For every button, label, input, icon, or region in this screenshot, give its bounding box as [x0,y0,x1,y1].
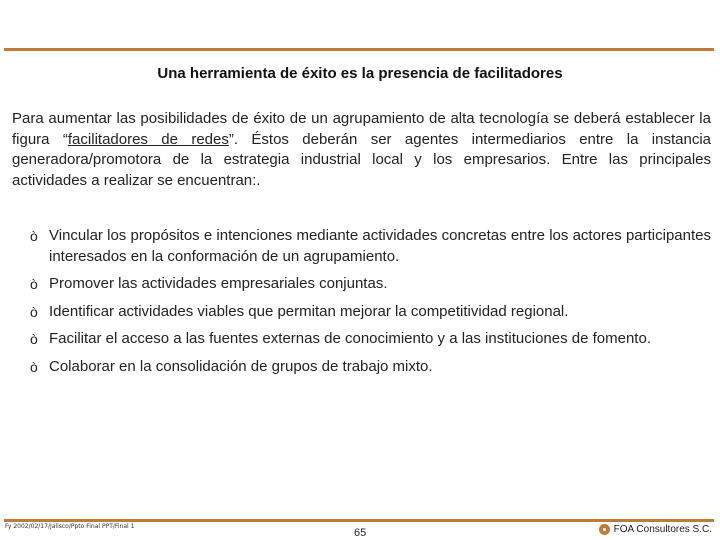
company-logo-icon [599,524,610,535]
list-item [30,274,711,295]
intro-text-before: Para aumentar las posibilidades de éxito de un agrupamiento de alta tecnología se deberá establecer la figura “ [12,110,711,148]
list-item [30,329,711,350]
list-item [30,226,711,267]
bullet-arrow-icon: ò [30,228,38,244]
bullet-arrow-icon: ò [30,303,38,320]
top-divider [4,48,714,51]
list-item-text: Facilitar el acceso a las fuentes externas de conocimiento y a las instituciones de fomento. [49,330,651,347]
page-title: Una herramienta de éxito es la presencia de facilitadores [157,65,563,82]
intro-underlined-term: facilitadores de redes [67,130,229,148]
list-item-text: Colaborar en la consolidación de grupos de trabajo mixto. [49,357,433,375]
list-item-text: Promover las actividades empresariales conjuntas. [49,275,388,292]
activities-list [30,226,711,384]
company-name: FOA Consultores S.C. [613,524,712,535]
bullet-arrow-icon: ò [30,276,38,292]
bullet-arrow-icon: ò [30,358,38,375]
list-item-text: Identificar actividades viables que permitan mejorar la competitividad regional. [49,302,569,320]
footer-company [599,524,712,535]
intro-paragraph [12,109,711,191]
bottom-divider [4,519,714,522]
page-number: 65 [354,527,367,539]
footer-file-reference: Fy 2002/02/17/Jalisco/Ppto Final PPT/Final 1 [5,523,135,530]
intro-text-after: ”. Éstos deberán ser agentes intermediarios entre la instancia generadora/promotora de la estrategia industrial local y los empresarios. Entre las principales actividades a realizar se encuentran:. [12,130,711,189]
list-item [30,302,711,323]
bullet-arrow-icon: ò [30,331,38,347]
list-item [30,357,711,378]
list-item-text: Vincular los propósitos e intenciones mediante actividades concretas entre los actores participantes interesados en la conformación de un agrupamiento. [49,227,711,265]
